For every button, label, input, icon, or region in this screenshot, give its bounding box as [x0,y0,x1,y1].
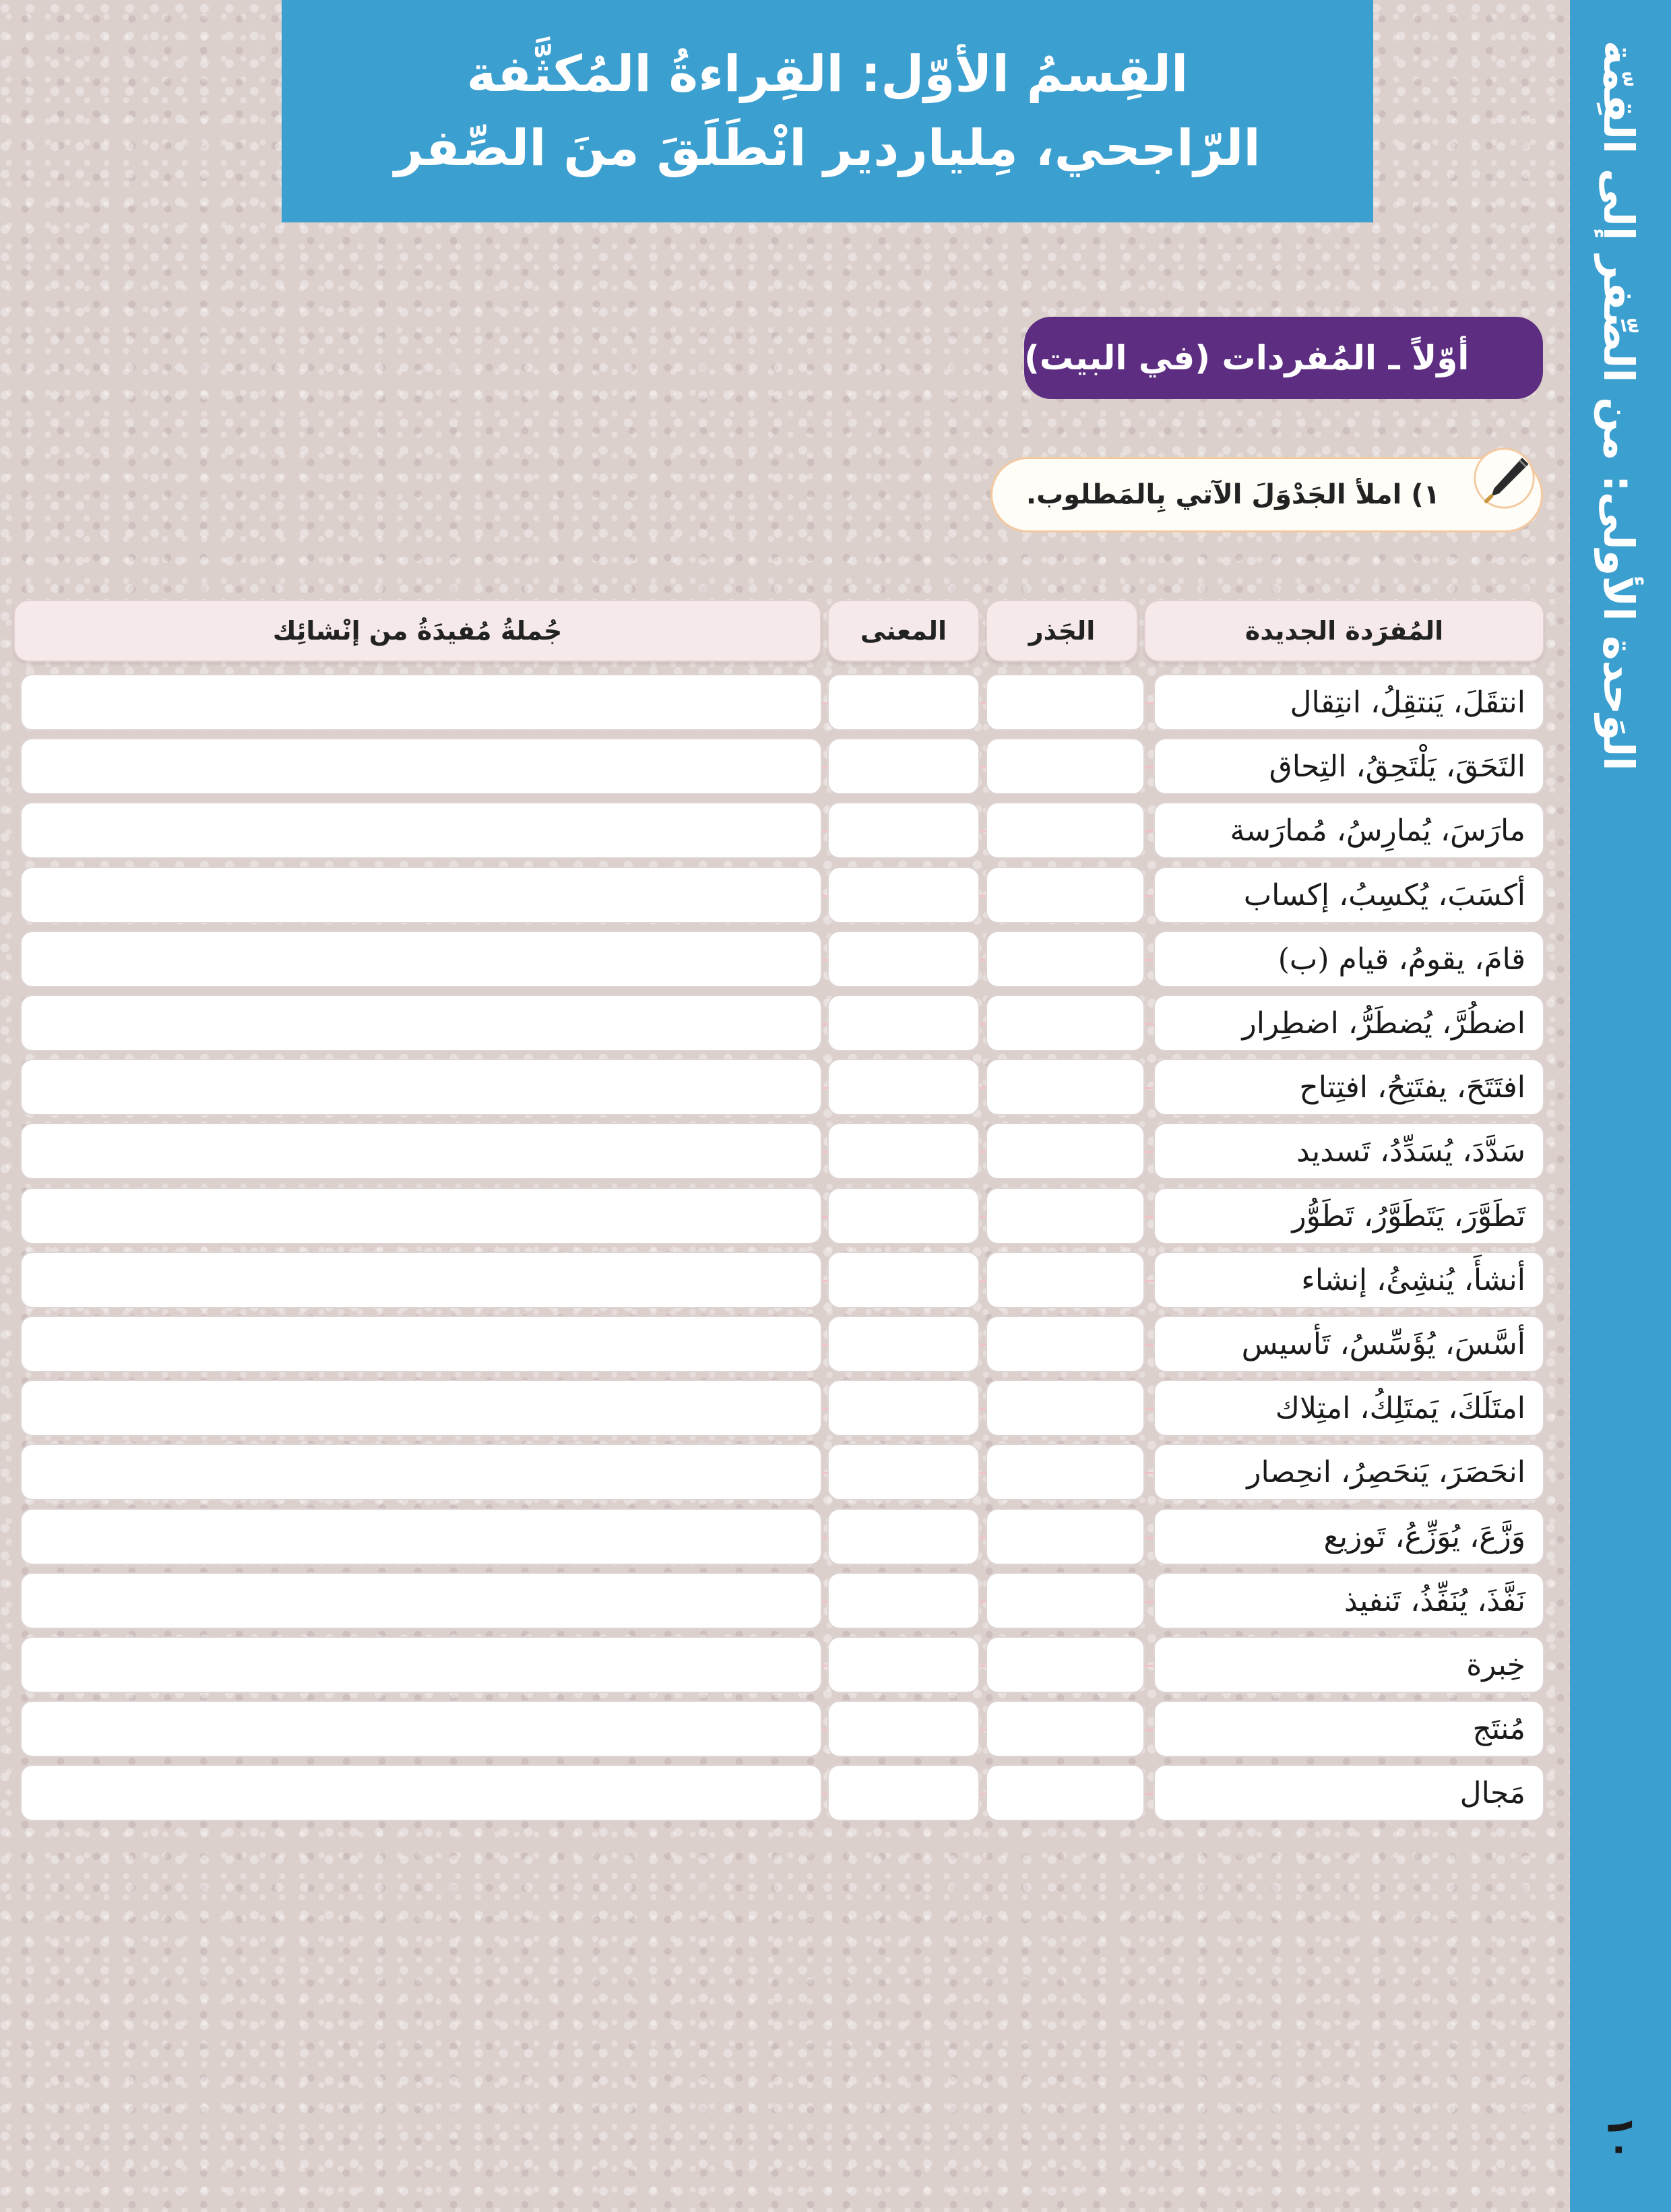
meaning-cell[interactable] [827,1636,980,1693]
page-title-line-2: الرّاجحي، مِلياردير انْطَلَقَ منَ الصِّفر [394,119,1261,177]
section-heading: أوّلاً ـ المُفردات (في البيت) [1024,317,1543,399]
root-cell[interactable] [986,1636,1145,1693]
root-cell[interactable] [986,867,1145,923]
root-cell[interactable] [986,1572,1145,1629]
word-cell: قامَ، يقومُ، قيام (ب) [1154,931,1544,987]
root-cell[interactable] [986,1444,1145,1500]
sentence-cell[interactable] [20,1123,822,1179]
sentence-cell[interactable] [20,1252,822,1308]
root-cell[interactable] [986,1508,1145,1565]
sentence-cell[interactable] [20,1572,822,1629]
meaning-cell[interactable] [827,1572,980,1629]
sentence-cell[interactable] [20,674,822,731]
word-cell: انحَصَرَ، يَنحَصِرُ، انحِصار [1154,1444,1544,1500]
meaning-cell[interactable] [827,1252,980,1308]
root-cell[interactable] [986,802,1145,859]
word-cell: مُنتَج [1154,1700,1544,1757]
root-cell[interactable] [986,1700,1145,1757]
page-title-line-1: القِسمُ الأوّل: القِراءةُ المُكثَّفة [466,45,1189,103]
meaning-cell[interactable] [827,867,980,923]
meaning-cell[interactable] [827,1316,980,1372]
sentence-cell[interactable] [20,1380,822,1436]
word-cell: مارَسَ، يُمارِسُ، مُمارَسة [1154,802,1544,859]
meaning-cell[interactable] [827,995,980,1051]
word-cell: أسَّسَ، يُؤَسِّسُ، تَأسيس [1154,1316,1544,1372]
meaning-cell[interactable] [827,1059,980,1115]
meaning-cell[interactable] [827,1508,980,1565]
meaning-cell[interactable] [827,1123,980,1179]
word-cell: مَجال [1154,1764,1544,1821]
word-cell: أنشأَ، يُنشِئُ، إنشاء [1154,1252,1544,1308]
header-sentence: جُملةُ مُفيدَةُ من إنْشائِك [13,600,821,662]
word-cell: افتَتَحَ، يفتَتِحُ، افتِتاح [1154,1059,1544,1115]
word-cell: نَفَّذَ، يُنَفِّذُ، تَنفيذ [1154,1572,1544,1629]
meaning-cell[interactable] [827,802,980,859]
sentence-cell[interactable] [20,1764,822,1821]
meaning-cell[interactable] [827,1380,980,1436]
root-cell[interactable] [986,1380,1145,1436]
sentence-cell[interactable] [20,995,822,1051]
sentence-cell[interactable] [20,1059,822,1115]
word-cell: خِبرة [1154,1636,1544,1693]
root-cell[interactable] [986,931,1145,987]
meaning-cell[interactable] [827,738,980,795]
word-cell: أكسَبَ، يُكسِبُ، إكساب [1154,867,1544,923]
sentence-cell[interactable] [20,1508,822,1565]
root-cell[interactable] [986,674,1145,731]
sentence-cell[interactable] [20,1188,822,1244]
meaning-cell[interactable] [827,1700,980,1757]
pen-icon [1472,446,1536,510]
sentence-cell[interactable] [20,1316,822,1372]
sentence-cell[interactable] [20,738,822,795]
header-new-word: المُفرَدة الجديدة [1144,600,1544,662]
word-cell: تَطَوَّرَ، يَتَطَوَّرُ، تَطَوُّر [1154,1188,1544,1244]
root-cell[interactable] [986,1188,1145,1244]
word-cell: امتَلَكَ، يَمتَلِكُ، امتِلاك [1154,1380,1544,1436]
header-root: الجَذر [986,600,1138,662]
meaning-cell[interactable] [827,931,980,987]
sentence-cell[interactable] [20,931,822,987]
root-cell[interactable] [986,1252,1145,1308]
task-instruction: ١) املأ الجَدْوَلَ الآتي بِالمَطلوب. [990,457,1543,532]
meaning-cell[interactable] [827,1188,980,1244]
root-cell[interactable] [986,1123,1145,1179]
root-cell[interactable] [986,995,1145,1051]
sentence-cell[interactable] [20,1444,822,1500]
sentence-cell[interactable] [20,867,822,923]
sentence-cell[interactable] [20,1636,822,1693]
word-cell: انتقَلَ، يَنتقِلُ، انتِقال [1154,674,1544,731]
word-cell: سَدَّدَ، يُسَدِّدُ، تَسديد [1154,1123,1544,1179]
page-title-box [282,0,1373,222]
root-cell[interactable] [986,1316,1145,1372]
sentence-cell[interactable] [20,1700,822,1757]
root-cell[interactable] [986,738,1145,795]
root-cell[interactable] [986,1059,1145,1115]
word-cell: اضطُرَّ، يُضطَرُّ، اضطِرار [1154,995,1544,1051]
unit-title: الوَحدة الأولى: من الصِّفر إلى القِمّة [1594,40,1643,771]
word-cell: التَحَقَ، يَلْتَحِقُ، التِحاق [1154,738,1544,795]
meaning-cell[interactable] [827,674,980,731]
root-cell[interactable] [986,1764,1145,1821]
meaning-cell[interactable] [827,1444,980,1500]
header-meaning: المعنى [827,600,980,662]
sentence-cell[interactable] [20,802,822,859]
word-cell: وَزَّعَ، يُوَزِّعُ، تَوزيع [1154,1508,1544,1565]
meaning-cell[interactable] [827,1764,980,1821]
page-number: ١٠ [1598,2115,1643,2161]
